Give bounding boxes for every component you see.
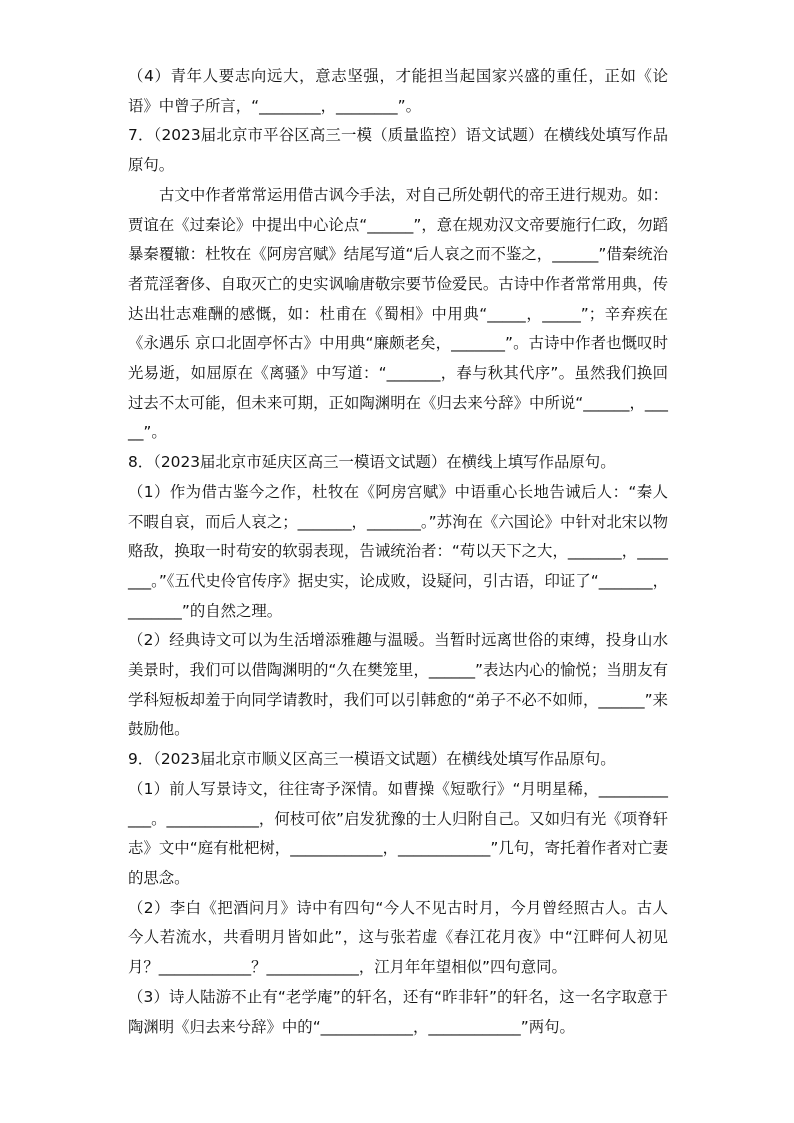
question-8-part-1 <box>128 478 668 627</box>
question-6-part-4 <box>128 62 668 121</box>
question-9-part-1-text: （1）前人写景诗文，往往寄予深情。如曹操《短歌行》“月明星稀，____________。____________，何枝可依”启发犹豫的士人归附自己。又如归有光《项脊轩志》文中“庭有枇杷树，____________，____________”几句，寄托着作者对亡妻的思念。 <box>128 779 668 887</box>
question-9-part-1 <box>128 775 668 894</box>
question-8-header <box>128 448 668 478</box>
question-8-part-2-text: （2）经典诗文可以为生活增添雅趣与温暖。当暂时远离世俗的束缚，投身山水美景时，我们可以借陶渊明的“久在樊笼里，______”表达内心的愉悦；当朋友有学科短板却羞于向同学请教时，我们可以引韩愈的“弟子不必不如师，______”来鼓励他。 <box>128 631 668 739</box>
question-7-header <box>128 121 668 180</box>
question-8-part-1-text: （1）作为借古鉴今之作，杜牧在《阿房宫赋》中语重心长地告诫后人：“秦人不暇自哀，而后人哀之；_______，_______。”苏洵在《六国论》中针对北宋以物赂敌，换取一时苟安的软弱表现，告诫统治者：“苟以天下之大，_______，_______。”《五代史伶官传序》据史实，论成败，设疑问，引古语，印证了“_______，_______”的自然之理。 <box>128 482 668 620</box>
question-6-part-4-text: （4）青年人要志向远大，意志坚强，才能担当起国家兴盛的重任，正如《论语》中曾子所言，“________，________”。 <box>128 67 668 115</box>
question-7-header-text: 7．（2023届北京市平谷区高三一模（质量监控）语文试题）在横线处填写作品原句。 <box>128 126 668 175</box>
question-9-part-2-text: （2）李白《把酒问月》诗中有四句“今人不见古时月，今月曾经照古人。古人今人若流水，共看明月皆如此”，这与张若虚《春江花月夜》中“江畔何人初见月？____________？____________，江月年年望相似”四句意同。 <box>128 898 668 977</box>
question-9-header <box>128 745 668 775</box>
question-8-part-2 <box>128 626 668 745</box>
document-body <box>128 62 668 1042</box>
question-9-part-2 <box>128 894 668 983</box>
question-8-header-text: 8．（2023届北京市延庆区高三一模语文试题）在横线上填写作品原句。 <box>128 453 616 472</box>
question-7-body-text: 古文中作者常常运用借古讽今手法，对自己所处朝代的帝王进行规劝。如：贾谊在《过秦论》中提出中心论点“______”，意在规劝汉文帝要施行仁政，勿蹈暴秦覆辙：杜牧在《阿房宫赋》结尾写道“后人哀之而不鉴之，______”借秦统治者荒淫奢侈、自取灭亡的史实讽喻唐敬宗要节俭爱民。古诗中作者常常用典，传达出壮志难酬的感慨，如：杜甫在《蜀相》中用典“_____，_____”；辛弃疾在《永遇乐 京口北固亭怀古》中用典“廉颇老矣，_______”。古诗中作者也慨叹时光易逝，如屈原在《离骚》中写道：“_______，春与秋其代序”。虽然我们换回过去不太可能，但未来可期，正如陶渊明在《归去来兮辞》中所说“______，_____”。 <box>128 185 668 442</box>
question-9-part-3-text: （3）诗人陆游不止有“老学庵”的轩名，还有“昨非轩”的轩名，这一名字取意于陶渊明《归去来兮辞》中的“____________，____________”两句。 <box>128 987 668 1036</box>
question-7-body <box>128 181 668 448</box>
question-9-part-3 <box>128 983 668 1042</box>
question-9-header-text: 9．（2023届北京市顺义区高三一模语文试题）在横线处填写作品原句。 <box>128 750 616 769</box>
